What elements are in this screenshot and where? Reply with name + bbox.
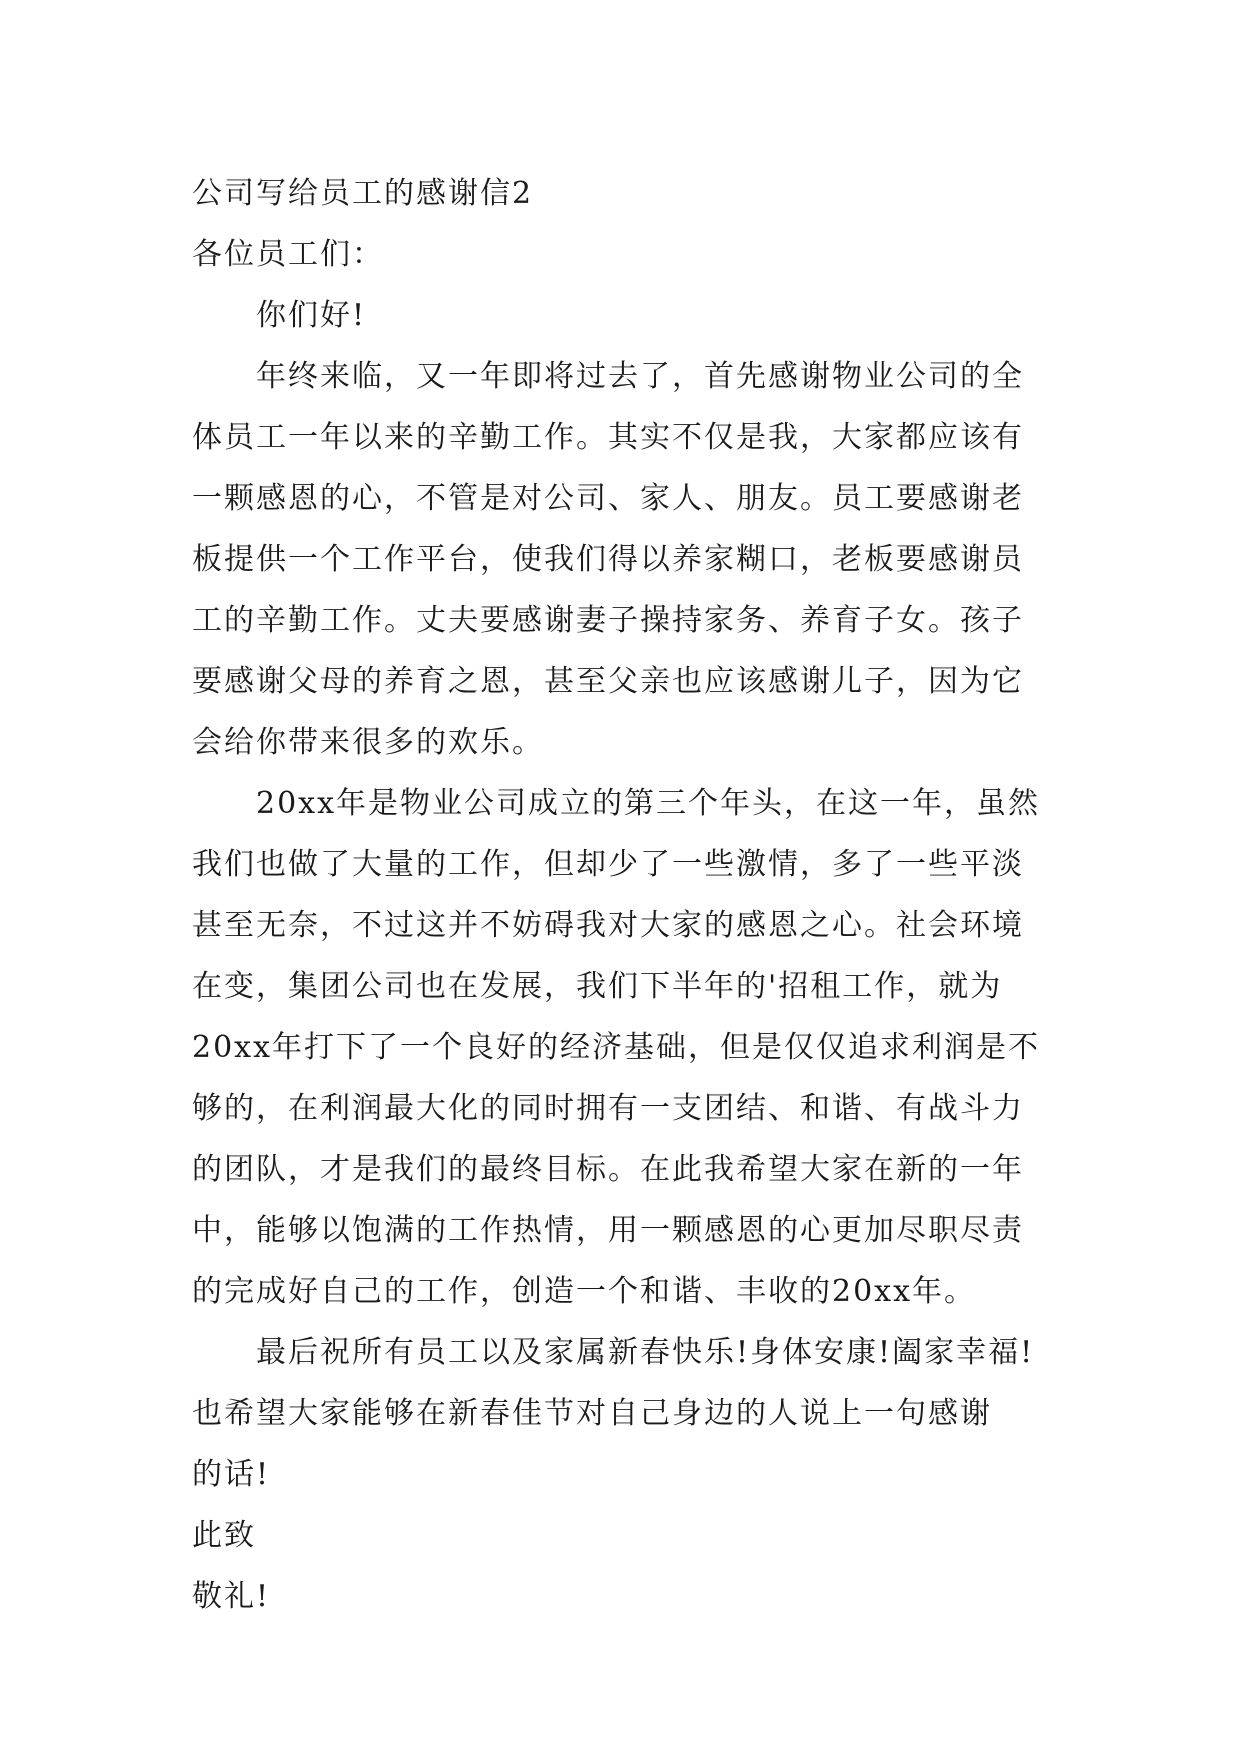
paragraph-line: 年终来临，又一年即将过去了，首先感谢物业公司的全 [256, 359, 1024, 394]
paragraph-line: 最后祝所有员工以及家属新春快乐!身体安康!阖家幸福! [256, 1335, 1035, 1370]
salutation: 各位员工们： [192, 237, 384, 272]
paragraph-3 [192, 1322, 1052, 1505]
paragraph-2 [192, 773, 1052, 1322]
paragraph-line: 我们也做了大量的工作，但却少了一些激情，多了一些平淡 [192, 847, 1024, 882]
paragraph-line: 要感谢父母的养育之恩，甚至父亲也应该感谢儿子，因为它 [192, 664, 1024, 699]
paragraph-line: 20xx年打下了一个良好的经济基础，但是仅仅追求利润是不 [192, 1030, 1041, 1065]
letter-title: 公司写给员工的感谢信2 [192, 176, 534, 211]
paragraph-line: 够的，在利润最大化的同时拥有一支团结、和谐、有战斗力 [192, 1091, 1024, 1126]
paragraph-line: 工的辛勤工作。丈夫要感谢妻子操持家务、养育子女。孩子 [192, 603, 1024, 638]
paragraph-1 [192, 346, 1052, 773]
paragraph-line: 甚至无奈，不过这并不妨碍我对大家的感恩之心。社会环境 [192, 908, 1024, 943]
paragraph-line: 会给你带来很多的欢乐。 [192, 725, 544, 760]
closing-salute: 敬礼! [192, 1579, 271, 1614]
paragraph-line: 体员工一年以来的辛勤工作。其实不仅是我，大家都应该有 [192, 420, 1024, 455]
paragraph-line: 一颗感恩的心，不管是对公司、家人、朋友。员工要感谢老 [192, 481, 1024, 516]
paragraph-line: 的团队，才是我们的最终目标。在此我希望大家在新的一年 [192, 1152, 1024, 1187]
paragraph-line: 的完成好自己的工作，创造一个和谐、丰收的20xx年。 [192, 1274, 977, 1309]
closing-phrase: 此致 [192, 1518, 256, 1553]
paragraph-line: 板提供一个工作平台，使我们得以养家糊口，老板要感谢员 [192, 542, 1024, 577]
greeting: 你们好! [256, 298, 367, 333]
paragraph-line: 20xx年是物业公司成立的第三个年头，在这一年，虽然 [256, 786, 1041, 821]
paragraph-line: 也希望大家能够在新春佳节对自己身边的人说上一句感谢 [192, 1396, 992, 1431]
paragraph-line: 中，能够以饱满的工作热情，用一颗感恩的心更加尽职尽责 [192, 1213, 1024, 1248]
paragraph-line: 的话! [192, 1457, 271, 1492]
letter-body [192, 163, 1052, 1627]
paragraph-line: 在变，集团公司也在发展，我们下半年的'招租工作，就为 [192, 969, 1003, 1004]
